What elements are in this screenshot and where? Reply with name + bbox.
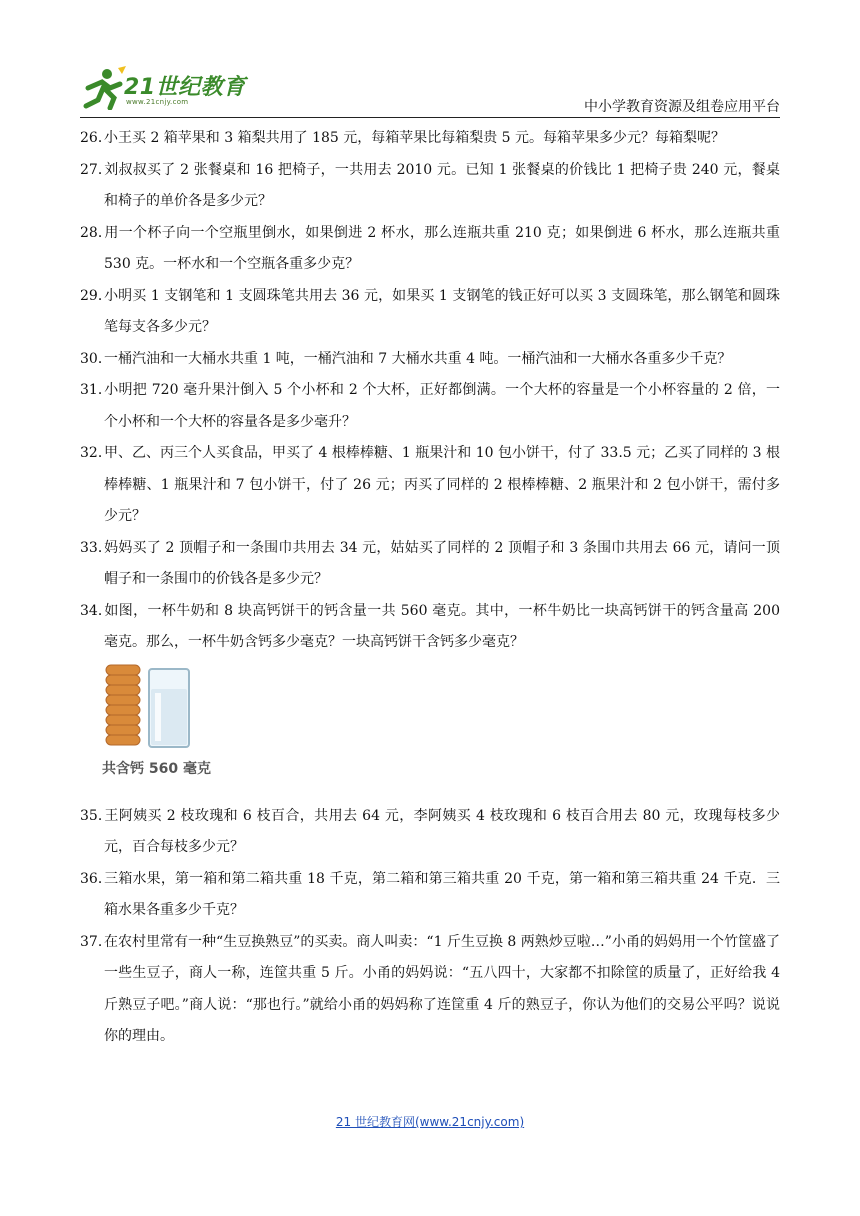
figure-caption: 共含钙 560 毫克	[102, 760, 211, 777]
header-divider	[80, 117, 780, 118]
question-item	[80, 375, 780, 438]
question-number: 33．	[80, 539, 112, 556]
logo-url: www.21cnjy.com	[126, 98, 189, 106]
question-text: 用一个杯子向一个空瓶里倒水，如果倒进 2 杯水，那么连瓶共重 210 克；如果倒进 6 杯水，那么连瓶共重 530 克。一杯水和一个空瓶各重多少克？	[104, 224, 780, 272]
question-text: 在农村里常有一种“生豆换熟豆”的买卖。商人叫卖：“1 斤生豆换 8 两熟炒豆啦…”小甬的妈妈用一个竹筐盛了一些生豆子，商人一称，连筐共重 5 斤。小甬的妈妈说：“五八四十，大家都不扣除筐的质量了，正好给我 4 斤熟豆子吧。”商人说：“那也行。”就给小甬的妈妈称了连筐重 4 斤的熟豆子，你认为他们的交易公平吗？说说你的理由。	[104, 933, 780, 1044]
question-item	[80, 218, 780, 281]
question-text: 妈妈买了 2 顶帽子和一条围巾共用去 34 元，姑姑买了同样的 2 顶帽子和 3 条围巾共用去 66 元，请问一顶帽子和一条围巾的价钱各是多少元？	[104, 539, 780, 587]
question-text: 刘叔叔买了 2 张餐桌和 16 把椅子，一共用去 2010 元。已知 1 张餐桌的价钱比 1 把椅子贵 240 元，餐桌和椅子的单价各是多少元？	[104, 161, 780, 209]
question-list	[80, 123, 780, 1053]
question-text: 甲、乙、丙三个人买食品，甲买了 4 根棒棒糖、1 瓶果汁和 10 包小饼干，付了 33.5 元；乙买了同样的 3 根棒棒糖、1 瓶果汁和 7 包小饼干，付了 26 元；丙买了同样的 2 根棒棒糖、2 瓶果汁和 2 包小饼干，需付多少元？	[104, 445, 780, 524]
runner-logo-icon	[80, 66, 128, 110]
question-text: 如图，一杯牛奶和 8 块高钙饼干的钙含量一共 560 毫克。其中，一杯牛奶比一块高钙饼干的钙含量高 200 毫克。那么，一杯牛奶含钙多少毫克？一块高钙饼干含钙多少毫克？	[104, 602, 780, 650]
question-text: 小明买 1 支钢笔和 1 支圆珠笔共用去 36 元，如果买 1 支钢笔的钱正好可以买 3 支圆珠笔，那么钢笔和圆珠笔每支各多少元？	[104, 287, 780, 335]
question-number: 26．	[80, 130, 112, 146]
question-item	[80, 533, 780, 596]
question-text: 一桶汽油和一大桶水共重 1 吨，一桶汽油和 7 大桶水共重 4 吨。一桶汽油和一大桶水各重多少千克？	[104, 350, 732, 367]
question-item	[80, 155, 780, 218]
platform-title: 中小学教育资源及组卷应用平台	[584, 99, 780, 115]
cookie-stack-icon	[104, 663, 146, 749]
question-item	[80, 281, 780, 344]
question-text: 小明把 720 毫升果汁倒入 5 个小杯和 2 个大杯，正好都倒满。一个大杯的容量是一个小杯容量的 2 倍，一个小杯和一个大杯的容量各是多少毫升？	[104, 382, 780, 430]
milk-glass-icon	[146, 667, 192, 751]
question-number: 32．	[80, 445, 112, 461]
page-footer	[0, 1113, 860, 1130]
question-text: 王阿姨买 2 枝玫瑰和 6 枝百合，共用去 64 元，李阿姨买 4 枝玫瑰和 6 枝百合用去 80 元，玫瑰每枝多少元，百合每枝多少元？	[104, 807, 780, 855]
question-number: 31．	[80, 382, 112, 398]
question-item	[80, 123, 780, 155]
question-text: 三箱水果，第一箱和第二箱共重 18 千克，第二箱和第三箱共重 20 千克，第一箱和第三箱共重 24 千克．三箱水果各重多少千克？	[104, 870, 780, 918]
question-item	[80, 344, 780, 376]
site-logo[interactable]	[80, 66, 260, 118]
page-header	[80, 62, 780, 118]
question-number: 36．	[80, 870, 112, 887]
question-number: 27．	[80, 161, 112, 178]
question-item	[80, 927, 780, 1053]
question-text: 小王买 2 箱苹果和 3 箱梨共用了 185 元，每箱苹果比每箱梨贵 5 元。每箱苹果多少元？每箱梨呢？	[104, 130, 726, 146]
question-item	[80, 864, 780, 927]
question-number: 37．	[80, 933, 112, 950]
question-number: 34．	[80, 602, 112, 619]
footer-link[interactable]: 21 世纪教育网(www.21cnjy.com)	[335, 1115, 525, 1129]
question-item	[80, 801, 780, 864]
question-item	[80, 438, 780, 533]
question-number: 29．	[80, 287, 112, 304]
question-item	[80, 596, 780, 659]
logo-text: 21世纪教育	[124, 75, 246, 100]
milk-cookie-figure	[102, 663, 302, 795]
question-number: 35．	[80, 807, 112, 824]
question-number: 30．	[80, 350, 112, 367]
question-number: 28．	[80, 224, 112, 241]
